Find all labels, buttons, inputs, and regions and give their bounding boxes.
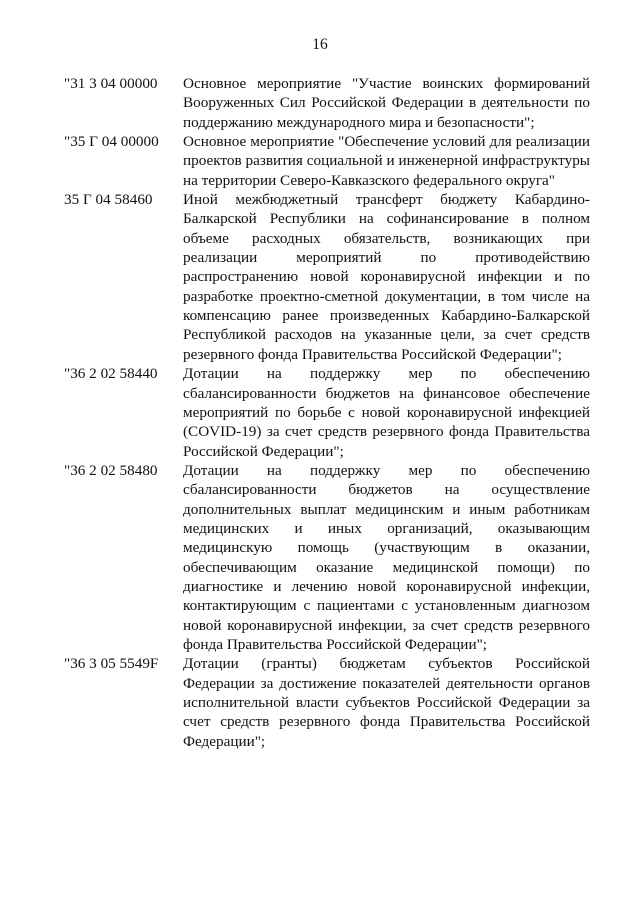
list-item <box>64 461 594 654</box>
budget-code: "36 2 02 58480 <box>64 461 158 479</box>
budget-code-description: Дотации (гранты) бюджетам субъектов Российской Федерации за достижение показателей деятельности органов исполнительной власти субъектов Российской Федерации за счет средств резервного фонда Правительства Российской Федерации"; <box>183 655 590 750</box>
budget-code: "36 2 02 58440 <box>64 365 158 383</box>
budget-code: "31 3 04 00000 <box>64 75 158 92</box>
budget-code: 35 Г 04 58460 <box>64 191 153 209</box>
budget-classification-list <box>64 74 594 751</box>
budget-code: "36 3 05 5549F <box>64 655 159 673</box>
list-item <box>64 190 594 364</box>
budget-code-description: Основное мероприятие "Участие воинских формирований Вооруженных Сил Российской Федерации в деятельности по поддержанию международного мира и безопасности"; <box>183 75 590 131</box>
budget-code-description: Основное мероприятие "Обеспечение условий для реализации проектов развития социальной и инженерной инфраструктуры на территории Северо-Кавказского федерального округа" <box>183 133 590 189</box>
budget-code: "35 Г 04 00000 <box>64 133 159 151</box>
list-item <box>64 654 594 751</box>
list-item <box>64 364 594 461</box>
list-item <box>64 132 594 190</box>
page-number: 16 <box>312 36 328 53</box>
budget-code-description: Дотации на поддержку мер по обеспечению сбалансированности бюджетов на осуществление дополнительных выплат медицинским и иным работникам медицинских и иных организаций, оказывающим медицинскую помощь (участвующим в оказании, обеспечивающим оказание медицинской помощи) по диагностике и лечению новой коронавирусной инфекции, контактирующим с пациентами с установленным диагнозом новой коронавирусной инфекции, за счет средств резервного фонда Правительства Российской Федерации"; <box>183 461 590 653</box>
budget-code-description: Иной межбюджетный трансферт бюджету Кабардино-Балкарской Республики на софинансирование в полном объеме расходных обязательств, возникающих при реализации мероприятий по противодействию распространению новой коронавирусной инфекции и по разработке проектно-сметной документации, в том числе на компенсацию ранее произведенных Кабардино-Балкарской Республикой расходов на указанные цели, за счет средств резервного фонда Правительства Российской Федерации"; <box>183 191 590 363</box>
budget-code-description: Дотации на поддержку мер по обеспечению сбалансированности бюджетов на финансовое обеспечение мероприятий по борьбе с новой коронавирусной инфекцией (COVID-19) за счет средств резервного фонда Правительства Российской Федерации"; <box>183 365 590 460</box>
list-item <box>64 74 594 132</box>
